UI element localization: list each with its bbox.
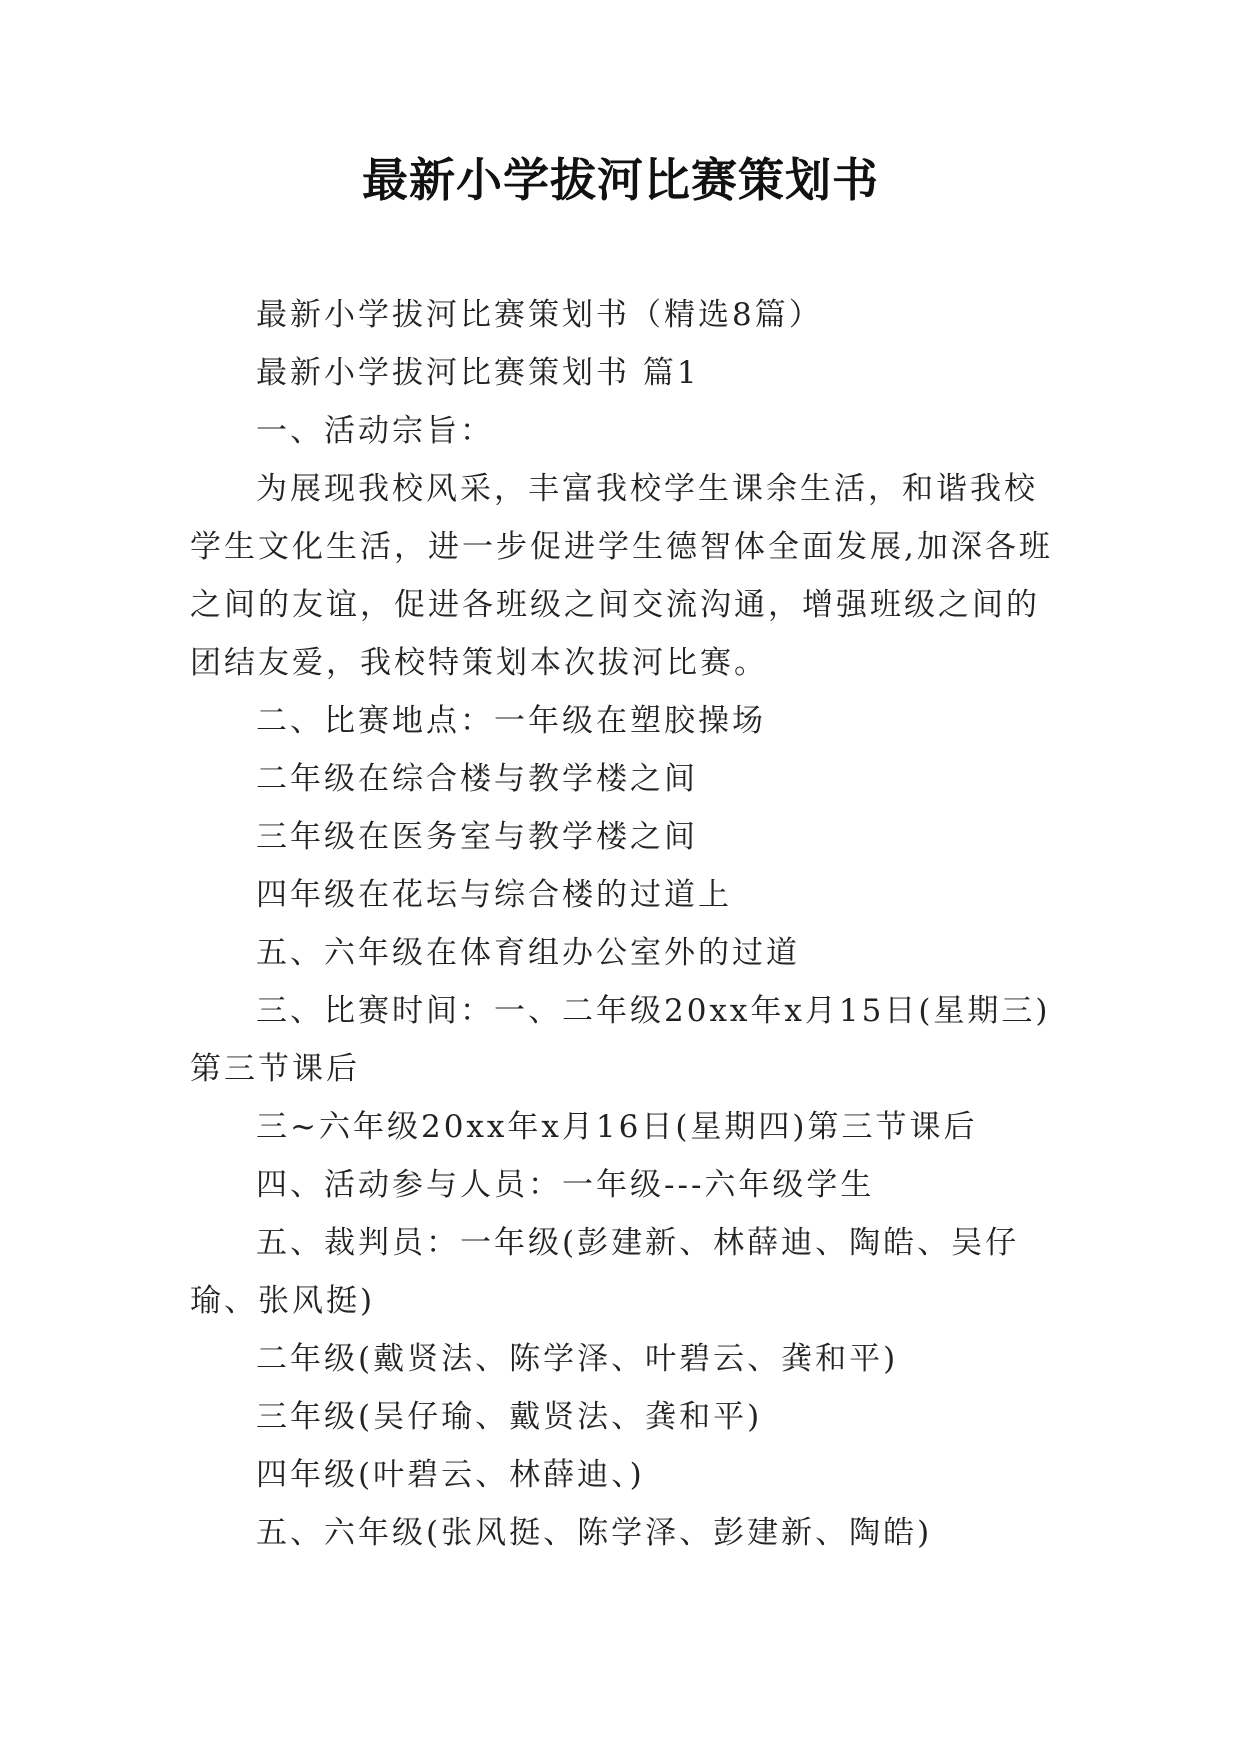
paragraph-time-grade1-2: 三、比赛时间：一、二年级20xx年x月15日(星期三)第三节课后 bbox=[190, 993, 1051, 1087]
paragraph-location-heading: 二、比赛地点：一年级在塑胶操场 bbox=[256, 703, 766, 739]
paragraph-referees-grade2: 二年级(戴贤法、陈学泽、叶碧云、龚和平) bbox=[256, 1341, 899, 1377]
paragraph-participants: 四、活动参与人员：一年级---六年级学生 bbox=[256, 1167, 875, 1203]
paragraph-location-grade2: 二年级在综合楼与教学楼之间 bbox=[256, 761, 698, 797]
paragraph-location-grade4: 四年级在花坛与综合楼的过道上 bbox=[256, 877, 732, 913]
paragraph-referees-grade3: 三年级(吴仔瑜、戴贤法、龚和平) bbox=[256, 1399, 763, 1435]
document-title: 最新小学拔河比赛策划书 bbox=[362, 153, 879, 207]
paragraph-referees-grade5-6: 五、六年级(张风挺、陈学泽、彭建新、陶皓) bbox=[256, 1515, 933, 1551]
paragraph-purpose-text: 为展现我校风采，丰富我校学生课余生活，和谐我校学生文化生活，进一步促进学生德智体全面发展,加深各班之间的友谊，促进各班级之间交流沟通，增强班级之间的团结友爱，我校特策划本次拔河比赛。 bbox=[190, 471, 1053, 681]
paragraph-location-grade3: 三年级在医务室与教学楼之间 bbox=[256, 819, 698, 855]
document-body bbox=[190, 286, 1070, 1562]
paragraph-referees-grade4: 四年级(叶碧云、林薛迪、) bbox=[256, 1457, 645, 1493]
paragraph-location-grade5-6: 五、六年级在体育组办公室外的过道 bbox=[256, 935, 800, 971]
paragraph-purpose-heading: 一、活动宗旨： bbox=[256, 413, 494, 449]
paragraph-time-grade3-6: 三~六年级20xx年x月16日(星期四)第三节课后 bbox=[256, 1109, 978, 1145]
paragraph-referees-grade1: 五、裁判员：一年级(彭建新、林薛迪、陶皓、吴仔瑜、张风挺) bbox=[190, 1225, 1020, 1319]
paragraph-section-heading: 最新小学拔河比赛策划书 篇1 bbox=[256, 355, 700, 391]
paragraph-subtitle: 最新小学拔河比赛策划书（精选8篇） bbox=[256, 297, 823, 333]
